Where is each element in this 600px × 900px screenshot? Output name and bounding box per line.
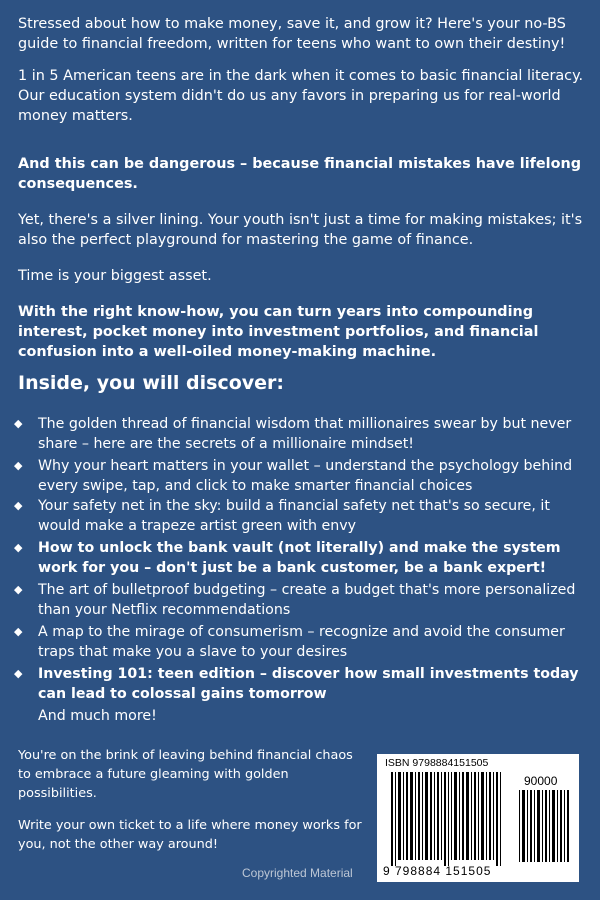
barcode-image <box>377 754 579 882</box>
list-item: ◆ The golden thread of financial wisdom that millionaires swear by but never share – here are the secrets of a millionaire mindset! <box>14 416 572 452</box>
literacy-line-2: Our education system didn't do us any favors in preparing us for real-world money matters. <box>18 88 561 124</box>
diamond-icon: ◆ <box>14 541 23 554</box>
diamond-icon: ◆ <box>14 459 23 472</box>
list-item: ◆ Why your heart matters in your wallet – understand the psychology behind every swipe, tap, and click to make smarter financial choices <box>14 458 573 494</box>
diamond-icon: ◆ <box>14 583 23 596</box>
barcode-digits: 9 798884 151505 <box>383 864 492 878</box>
knowhow-paragraph: With the right know-how, you can turn years into compounding interest, pocket money into investment portfolios, and financial confusion into a well-oiled money-making machine. <box>18 304 539 360</box>
list-item: ◆ Your safety net in the sky: build a financial safety net that's so secure, it would make a trapeze artist green with envy <box>14 498 550 534</box>
danger-paragraph: And this can be dangerous – because financial mistakes have lifelong consequences. <box>18 156 582 192</box>
asset-paragraph: Time is your biggest asset. <box>18 268 212 284</box>
silver-lining-paragraph: Yet, there's a silver lining. Your youth isn't just a time for making mistakes; it's also the perfect playground for mastering the game of finance. <box>18 212 583 248</box>
copyright-watermark: Copyrighted Material <box>242 866 353 880</box>
literacy-paragraph <box>18 66 588 126</box>
discover-heading: Inside, you will discover: <box>18 372 284 394</box>
list-item: ◆ Investing 101: teen edition – discover how small investments today can lead to colossal gains tomorrow <box>14 666 579 702</box>
diamond-icon: ◆ <box>14 625 23 638</box>
diamond-icon: ◆ <box>14 667 23 680</box>
ticket-paragraph: Write your own ticket to a life where money works for you, not the other way around! <box>18 818 362 852</box>
barcode-block <box>377 754 579 882</box>
list-item: ◆ How to unlock the bank vault (not literally) and make the system work for you – don't just be a bank customer, be a bank expert! <box>14 540 561 576</box>
brink-paragraph: You're on the brink of leaving behind financial chaos to embrace a future gleaming with golden possibilities. <box>18 748 353 801</box>
intro-paragraph: Stressed about how to make money, save it, and grow it? Here's your no-BS guide to financial freedom, written for teens who want to own their destiny! <box>18 16 566 52</box>
diamond-icon: ◆ <box>14 499 23 512</box>
price-code: 90000 <box>524 774 558 788</box>
isbn-label: ISBN 9798884151505 <box>385 757 489 769</box>
diamond-icon: ◆ <box>14 417 23 430</box>
list-item: ◆ A map to the mirage of consumerism – recognize and avoid the consumer traps that make you a slave to your desires <box>14 624 565 660</box>
much-more-item: And much more! <box>38 708 157 724</box>
literacy-line-1: 1 in 5 American teens are in the dark when it comes to basic financial literacy. <box>18 68 584 84</box>
list-item: ◆ The art of bulletproof budgeting – create a budget that's more personalized than your Netflix recommendations <box>14 582 576 618</box>
